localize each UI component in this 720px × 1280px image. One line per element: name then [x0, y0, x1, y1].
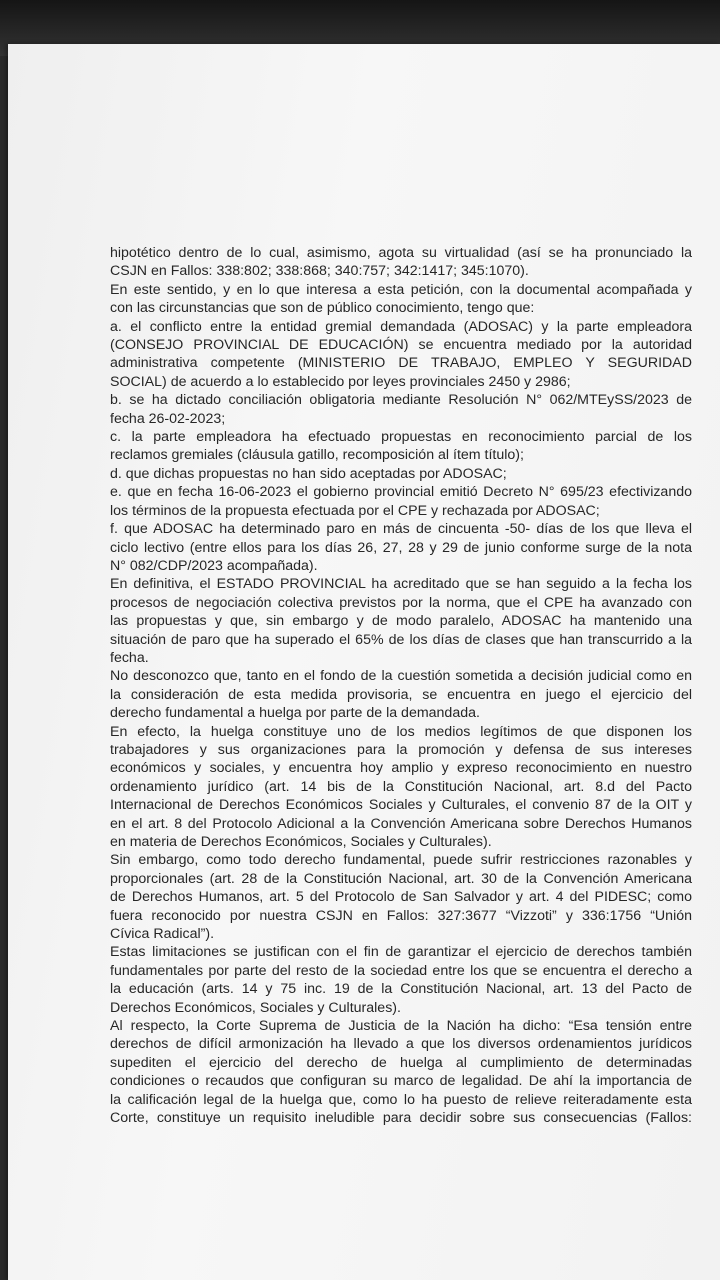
text-line: trabajadores y sus organizaciones para la promoción y defensa de sus intereses — [110, 741, 692, 758]
text-line: f. que ADOSAC ha determinado paro en más de cincuenta -50- días de los que lleva el — [110, 521, 692, 538]
text-line: con las circunstancias que son de público conocimiento, tengo que: — [110, 300, 535, 317]
text-line: la consideración de esta medida provisoria, se encuentra en juego el ejercicio del — [110, 686, 692, 703]
text-line: Sin embargo, como todo derecho fundamental, puede sufrir restricciones razonables y — [110, 852, 692, 869]
text-line: en materia de Derechos Económicos, Sociales y Culturales). — [110, 834, 492, 850]
text-line: fecha 26-02-2023; — [110, 410, 226, 427]
text-line: ordenamiento jurídico (art. 14 bis de la Constitución Nacional, art. 8.d del Pacto — [110, 778, 692, 795]
text-line: en el art. 8 del Protocolo Adicional a la Convención Americana sobre Derechos Humanos — [110, 815, 692, 832]
text-line: económicos y sociales, y encuentra hoy amplio y expreso reconocimiento en nuestro — [110, 760, 692, 777]
text-line: fecha. — [110, 649, 149, 666]
text-line: N° 082/CDP/2023 acompañada). — [110, 557, 318, 574]
text-line: SOCIAL) de acuerdo a lo establecido por leyes provinciales 2450 y 2986; — [110, 373, 571, 390]
text-line: d. que dichas propuestas no han sido aceptadas por ADOSAC; — [110, 465, 507, 482]
text-line: hipotético dentro de lo cual, asimismo, agota su virtualidad (así se ha pronunciado la — [110, 245, 692, 261]
text-line: la educación (arts. 14 y 75 inc. 19 de la Constitución Nacional, art. 13 del Pacto de — [110, 981, 692, 998]
text-line: En definitiva, el ESTADO PROVINCIAL ha acreditado que se han seguido a la fecha los — [110, 576, 692, 593]
text-line: e. que en fecha 16-06-2023 el gobierno provincial emitió Decreto N° 695/23 efectivizando — [110, 484, 692, 501]
text-line: reclamos gremiales (cláusula gatillo, recomposición al ítem título); — [110, 447, 524, 464]
text-line: Corte, constituye un requisito ineludible para decidir sobre sus consecuencias (Fallos: — [110, 1110, 692, 1127]
text-line: supediten el ejercicio del derecho de huelga al cumplimiento de determinadas — [110, 1054, 692, 1071]
text-line: condiciones o recaudos que configuran su marco de legalidad. De ahí la importancia de — [110, 1073, 692, 1090]
text-line: derechos de difícil armonización ha llevado a que los diversos ordenamientos jurídicos — [110, 1036, 692, 1053]
text-line: Internacional de Derechos Económicos Sociales y Culturales, el convenio 87 de la OIT y — [110, 797, 692, 814]
text-line: proporcionales (art. 28 de la Constitución Nacional, art. 30 de la Convención Americana — [110, 870, 692, 887]
text-line: administrativa competente (MINISTERIO DE TRABAJO, EMPLEO Y SEGURIDAD — [110, 355, 692, 372]
text-line: b. se ha dictado conciliación obligatoria mediante Resolución N° 062/MTEySS/2023 de — [110, 392, 692, 409]
text-line: ciclo lectivo (entre ellos para los días 26, 27, 28 y 29 de junio conforme surge de la nota — [110, 539, 692, 556]
text-line: No desconozco que, tanto en el fondo de la cuestión sometida a decisión judicial como en — [110, 668, 692, 685]
text-line: Derechos Económicos, Sociales y Culturales). — [110, 999, 401, 1016]
text-line: En efecto, la huelga constituye uno de los medios legítimos de que disponen los — [110, 723, 692, 740]
text-line: fuera reconocido por nuestra CSJN en Fallos: 327:3677 “Vizzoti” y 336:1756 “Unión — [110, 907, 692, 924]
text-line: fundamentales por parte del resto de la sociedad entre los que se encuentra el derecho a — [110, 962, 692, 979]
document-body — [110, 244, 692, 1128]
text-line: a. el conflicto entre la entidad gremial demandada (ADOSAC) y la parte empleadora — [110, 318, 692, 335]
text-line: (CONSEJO PROVINCIAL DE EDUCACIÓN) se encuentra mediado por la autoridad — [110, 337, 692, 354]
text-line: los términos de la propuesta efectuada por el CPE y rechazada por ADOSAC; — [110, 502, 600, 519]
text-line: derecho fundamental a huelga por parte de la demandada. — [110, 705, 480, 722]
text-line: Al respecto, la Corte Suprema de Justicia de la Nación ha dicho: “Esa tensión entre — [110, 1018, 692, 1035]
text-line: la calificación legal de la huelga que, como lo ha puesto de relieve reiteradamente esta — [110, 1091, 692, 1108]
text-line: situación de paro que ha superado el 65% de los días de clases que han transcurrido a la — [110, 631, 692, 648]
text-line: Estas limitaciones se justifican con el fin de garantizar el ejercicio de derechos también — [110, 944, 692, 961]
text-line: procesos de negociación colectiva previstos por la norma, que el CPE ha avanzado con — [110, 594, 692, 611]
text-line: En este sentido, y en lo que interesa a esta petición, con la documental acompañada y — [110, 281, 692, 298]
text-line: Cívica Radical”). — [110, 926, 215, 943]
text-line: c. la parte empleadora ha efectuado propuestas en reconocimiento parcial de los — [110, 429, 692, 446]
text-line: CSJN en Fallos: 338:802; 338:868; 340:757; 342:1417; 345:1070). — [110, 263, 529, 280]
text-line: de Derechos Humanos, art. 5 del Protocolo de San Salvador y art. 4 del PIDESC; como — [110, 889, 692, 906]
text-line: las propuestas y que, sin embargo y de modo paralelo, ADOSAC ha mantenido una — [110, 613, 692, 630]
